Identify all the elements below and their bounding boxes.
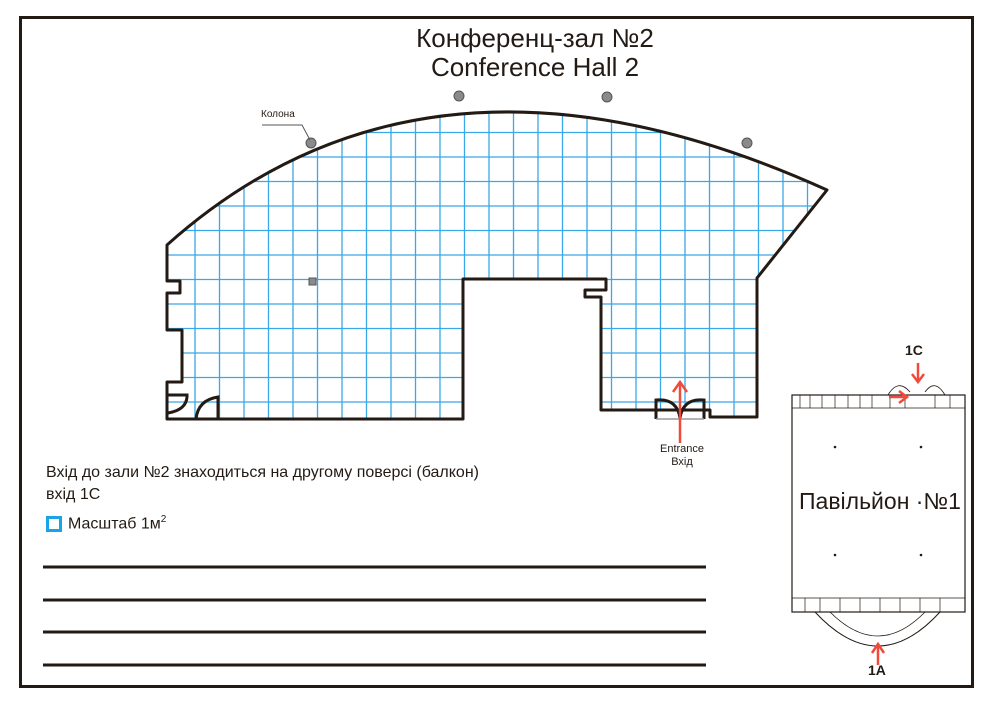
column-label: Колона <box>261 109 295 120</box>
notes-lines <box>43 567 706 665</box>
square-column-icon <box>309 278 316 285</box>
scale-superscript: 2 <box>160 514 167 525</box>
scale-square-icon <box>46 516 62 532</box>
entrance-1a-label: 1A <box>868 662 886 678</box>
entrance-1c-label: 1C <box>905 342 923 358</box>
door-swing-icon <box>167 395 187 413</box>
column-icon <box>306 138 316 148</box>
directions-line-2: вхід 1С <box>46 486 101 503</box>
entrance-label-en: Entrance <box>659 443 705 455</box>
entrance-1c-arrow-icon <box>889 363 924 403</box>
pavilion-label: Павільйон ·№1 <box>799 488 961 514</box>
entrance-label <box>652 443 712 469</box>
column-icon <box>742 138 752 148</box>
column-icon <box>454 91 464 101</box>
title-english: Conference Hall 2 <box>430 52 640 82</box>
directions-note <box>46 462 479 506</box>
title-ukrainian: Конференц-зал №2 <box>416 23 654 53</box>
scale-legend <box>46 514 166 533</box>
entrance-label-uk: Вхід <box>671 456 693 468</box>
door-swing-icon <box>196 397 218 419</box>
column-icon <box>602 92 612 102</box>
scale-text: Масштаб 1м <box>68 515 161 533</box>
grid <box>150 60 840 430</box>
scale-label <box>68 514 166 533</box>
hall-walls <box>167 112 827 419</box>
pavilion-minimap <box>792 386 965 646</box>
directions-line-1: Вхід до зали №2 знаходиться на другому поверсі (балкон) <box>46 464 479 481</box>
entrance-arrow-icon <box>673 382 687 443</box>
